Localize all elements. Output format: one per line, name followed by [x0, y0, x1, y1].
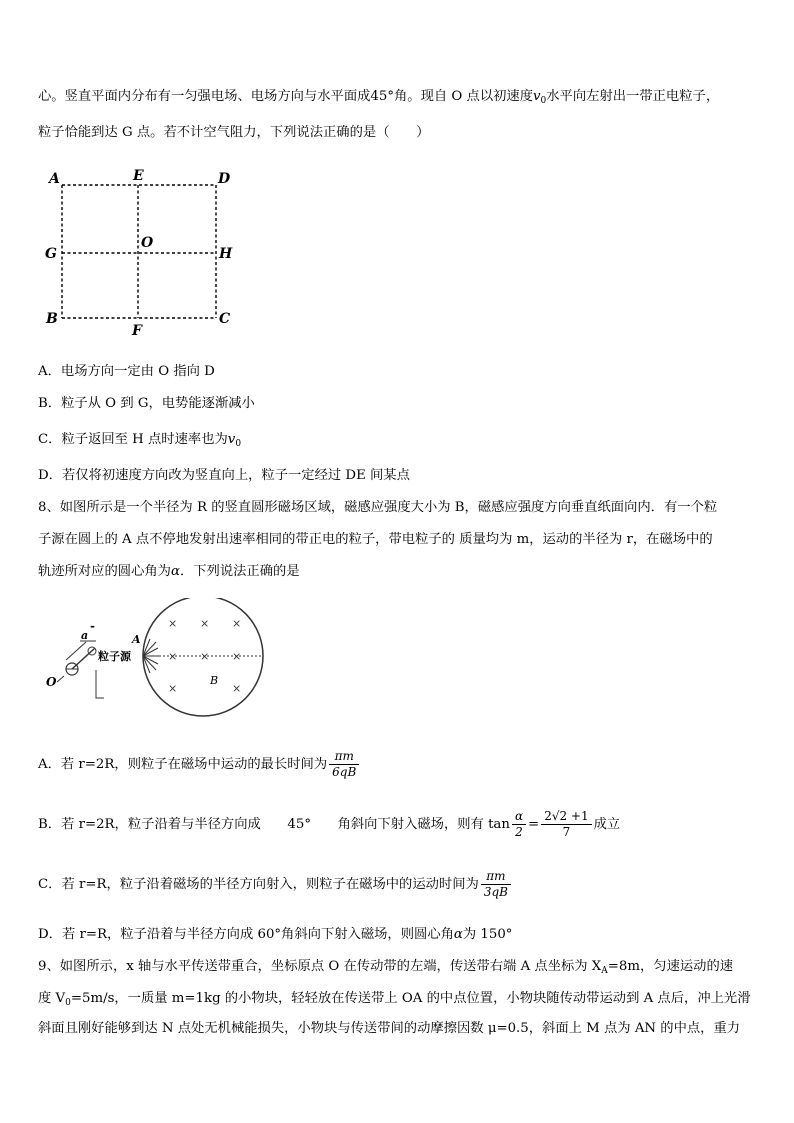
q8-magnetic-field-figure	[40, 598, 280, 748]
label-B: B	[210, 674, 219, 687]
q9-stem-line2: 度 $V_0=5m/s$，一质量 m=1kg 的小物块，轻轻放在传送带上 OA 的中点位置，小物块随传动带运动到 A 点后，冲上光滑	[38, 991, 751, 1008]
label-A: A	[49, 171, 60, 187]
emission-arrows	[143, 639, 159, 673]
label-a: a	[81, 629, 89, 642]
q7-option-c: C．粒子返回至 H 点时速率也为$v_0$	[38, 432, 242, 449]
label-A: A	[132, 633, 141, 646]
q7-option-a: A．电场方向一定由 O 指向 D	[38, 364, 215, 379]
q8-option-b: B．若 r=2R，粒子沿着与半径方向成 45° 角斜向下射入磁场，则有 tan $\frac{\alpha}{2}$ = $\frac{2√2 +1}{7}$ 成立	[38, 809, 621, 839]
q7-option-b: B．粒子从 O 到 G，电势能逐渐减小	[38, 396, 255, 411]
label-O: O	[46, 675, 57, 689]
fraction-pi-m-6qB: $\frac{\pi m}{6qB}$	[329, 749, 359, 780]
label-E: E	[133, 168, 144, 184]
q9-stem-line1: 9、如图所示，x 轴与水平传送带重合，坐标原点 O 在传动带的左端，传送带右端 A 点坐标为 $X_A=8m$，匀速运动的速	[38, 959, 734, 976]
fraction-2root2-plus-1-over-7: $\frac{2√2 +1}{7}$	[541, 809, 591, 840]
q8-stem-line1: 8、如图所示是一个半径为 R 的竖直圆形磁场区域，磁感应强度大小为 B，磁感应强度方向垂直纸面向内．有一个粒	[38, 500, 718, 515]
cross-mark: ×	[168, 682, 178, 695]
cross-mark: ×	[232, 650, 242, 663]
q7-stem-line1: 心。竖直平面内分布有一匀强电场、电场方向与水平面成45°角。现自 O 点以初速度$v_0$水平向左射出一带正电粒子，	[38, 89, 720, 106]
q7-option-d: D．若仅将初速度方向改为竖直向上，粒子一定经过 DE 间某点	[38, 468, 410, 483]
q7-square-figure	[40, 165, 240, 340]
q8-option-d: D．若 r=R，粒子沿着与半径方向成 60°角斜向下射入磁场，则圆心角α为 150°	[38, 927, 513, 942]
cross-mark: ×	[232, 682, 242, 695]
cross-mark: ×	[232, 617, 242, 630]
label-H: H	[219, 246, 233, 262]
label-O: O	[141, 235, 154, 251]
fraction-pi-m-3qB: $\frac{\pi m}{3qB}$	[481, 869, 511, 900]
cross-mark: ×	[200, 617, 210, 630]
q8-option-a: A．若 r=2R，则粒子在磁场中运动的最长时间为 $\frac{\pi m}{6qB}$	[38, 748, 361, 782]
minus-sign: -	[90, 619, 95, 633]
fraction-alpha-over-2: $\frac{\alpha}{2}$	[512, 809, 526, 840]
q8-option-c: C．若 r=R，粒子沿着磁场的半径方向射入，则粒子在磁场中的运动时间为 $\frac{\pi m}{3qB}$	[38, 868, 513, 902]
cross-mark: ×	[168, 650, 178, 663]
cross-mark: ×	[200, 650, 210, 663]
cross-mark: ×	[168, 617, 178, 630]
q9-stem-line3: 斜面且刚好能够到达 N 点处无机械能损失，小物块与传送带间的动摩擦因数 μ=0.5，斜面上 M 点为 AN 的中点，重力	[38, 1021, 741, 1036]
q8-stem-line2: 子源在圆上的 A 点不停地发射出速率相同的带正电的粒子，带电粒子的 质量均为 m，运动的半径为 r，在磁场中的	[38, 532, 713, 547]
label-F: F	[132, 323, 142, 339]
q7-stem-line2: 粒子恰能到达 G 点。若不计空气阻力，下列说法正确的是（ ）	[38, 125, 430, 140]
label-D: D	[218, 171, 231, 187]
label-C: C	[219, 311, 231, 327]
q8-stem-line3: 轨迹所对应的圆心角为α．下列说法正确的是	[38, 564, 300, 579]
label-B: B	[46, 311, 58, 327]
label-G: G	[45, 246, 57, 262]
source-label: 粒子源	[98, 650, 131, 663]
